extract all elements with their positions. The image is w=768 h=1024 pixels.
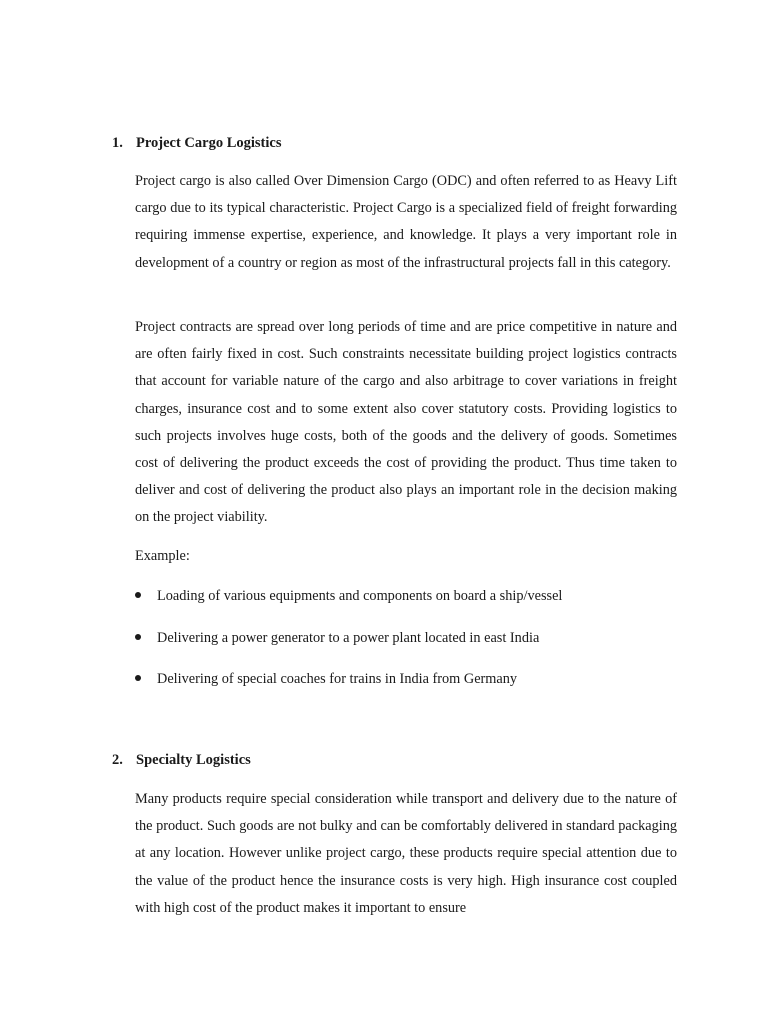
example-label: Example: xyxy=(135,548,190,564)
bullet-dot-icon xyxy=(135,592,141,598)
bullet-item-1 xyxy=(135,586,562,606)
section-1-number: 1. xyxy=(112,135,123,151)
bullet-text: Delivering of special coaches for trains in India from Germany xyxy=(157,671,518,687)
bullet-text: Loading of various equipments and components on board a ship/vessel xyxy=(157,588,563,604)
section-1-paragraph-1: Project cargo is also called Over Dimension Cargo (ODC) and often referred to as Heavy Lift cargo due to its typical characteristic. Project Cargo is a specialized field of freight forwarding requiring immense expertise, experience, and knowledge. It plays a very important role in development of a country or region as most of the infrastructural projects fall in this category. xyxy=(135,173,677,271)
section-1-heading xyxy=(112,133,282,153)
bullet-text: Delivering a power generator to a power plant located in east India xyxy=(157,630,540,646)
section-1-paragraph-2: Project contracts are spread over long periods of time and are price competitive in nature and are often fairly fixed in cost. Such constraints necessitate building project logistics contracts that account for variable nature of the cargo and also arbitrage to cover variations in freight charges, insurance cost and to some extent also cover statutory costs. Providing logistics to such projects involves huge costs, both of the goods and the delivery of goods. Sometimes cost of delivering the product exceeds the cost of providing the product. Thus time taken to deliver and cost of delivering the product also plays an important role in the decision making on the project viability. xyxy=(135,319,677,526)
section-2-number: 2. xyxy=(112,752,123,768)
section-1-title: Project Cargo Logistics xyxy=(136,135,282,151)
bullet-dot-icon xyxy=(135,675,141,681)
bullet-item-3 xyxy=(135,669,517,689)
section-2-paragraph-1: Many products require special consideration while transport and delivery due to the nature of the product. Such goods are not bulky and can be comfortably delivered in standard packaging at any location. However unlike project cargo, these products require special attention due to the value of the product hence the insurance costs is very high. High insurance cost coupled with high cost of the product makes it important to ensure xyxy=(135,791,677,916)
section-2-heading xyxy=(112,750,251,770)
bullet-dot-icon xyxy=(135,634,141,640)
bullet-item-2 xyxy=(135,628,539,648)
section-2-title: Specialty Logistics xyxy=(136,752,251,768)
